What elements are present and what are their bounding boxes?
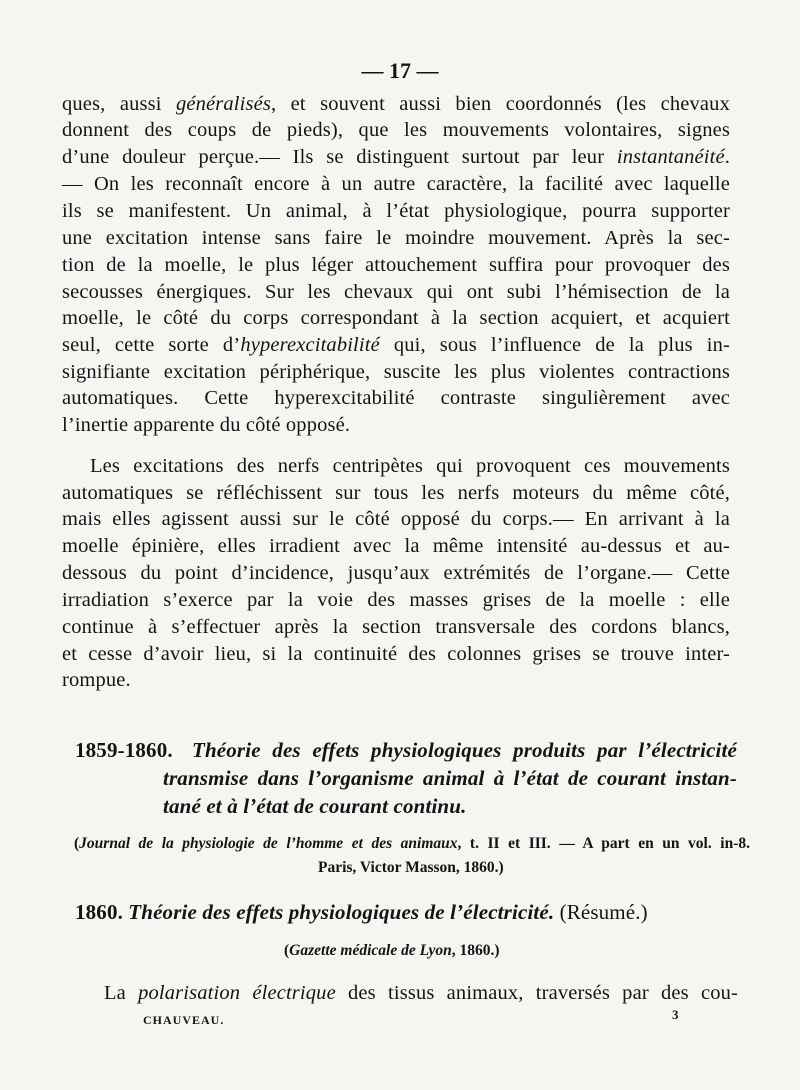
body-line: automatiques se réfléchissent sur tous les nerfs moteurs du même côté, xyxy=(62,482,730,504)
body-line: — On les reconnaît encore à un autre caractère, la facilité avec laquelle xyxy=(62,173,730,195)
entry2-year: 1860. xyxy=(75,900,123,924)
entry2-suffix: (Résumé.) xyxy=(559,900,648,924)
entry2-heading xyxy=(75,900,648,925)
body-line: l’inertie apparente du côté opposé. xyxy=(62,414,351,436)
body-line: Les excitations des nerfs centripètes qui provoquent ces mouvements xyxy=(90,455,730,477)
entry1-source-line-2: Paris, Victor Masson, 1860.) xyxy=(318,859,504,876)
body-line: donnent des coups de pieds), que les mouvements volontaires, signes xyxy=(62,119,730,141)
body-line: signifiante excitation périphérique, suscite les plus violentes contractions xyxy=(62,361,730,383)
footer-signature: 3 xyxy=(672,1007,679,1022)
body-line: seul, cette sorte d’hyperexcitabilité qui, sous l’influence de la plus in- xyxy=(62,334,730,356)
body-line: ques, aussi généralisés, et souvent aussi bien coordonnés (les chevaux xyxy=(62,93,730,115)
body-line: moelle épinière, elles irradient avec la même intensité au-dessus et au- xyxy=(62,535,730,557)
body-line: tion de la moelle, le plus léger attouchement suffira pour provoquer des xyxy=(62,254,730,276)
entry1-year: 1859-1860. xyxy=(75,738,173,762)
entry1-source-line-1: (Journal de la physiologie de l’homme et des animaux, t. II et III. — A part en un vol. in-8. xyxy=(74,835,750,852)
body-line: rompue. xyxy=(62,669,131,691)
body-line: une excitation intense sans faire le moindre mouvement. Après la sec- xyxy=(62,227,730,249)
entry1-title-line-2: transmise dans l’organisme animal à l’état de courant instan- xyxy=(163,766,737,790)
body-line: et cesse d’avoir lieu, si la continuité des colonnes grises se trouve inter- xyxy=(62,643,730,665)
body-line: continue à s’effectuer après la section transversale des cordons blancs, xyxy=(62,616,730,638)
last-line: La polarisation électrique des tissus animaux, traversés par des cou- xyxy=(104,982,738,1004)
page-number: — 17 — xyxy=(361,58,439,83)
body-line: irradiation s’exerce par la voie des masses grises de la moelle : elle xyxy=(62,589,730,611)
body-line: d’une douleur perçue.— Ils se distinguent surtout par leur instantanéité. xyxy=(62,146,730,168)
entry2-source: (Gazette médicale de Lyon, 1860.) xyxy=(284,942,500,959)
body-line: mais elles agissent aussi sur le côté opposé du corps.— En arrivant à la xyxy=(62,508,730,530)
body-line: secousses énergiques. Sur les chevaux qui ont subi l’hémisection de la xyxy=(62,281,730,303)
body-line: moelle, le côté du corps correspondant à la section acquiert, et acquiert xyxy=(62,307,730,329)
body-line: dessous du point d’incidence, jusqu’aux extrémités de l’organe.— Cette xyxy=(62,562,730,584)
entry1-title-line-3: tané et à l’état de courant continu. xyxy=(163,794,467,818)
body-line: automatiques. Cette hyperexcitabilité contraste singulièrement avec xyxy=(62,387,730,409)
body-line: ils se manifestent. Un animal, à l’état physiologique, pourra supporter xyxy=(62,200,730,222)
entry2-title: Théorie des effets physiologiques de l’électricité. xyxy=(128,900,555,924)
footer-author: CHAUVEAU. xyxy=(143,1013,225,1027)
entry1-title-line-1: Théorie des effets physiologiques produits par l’électricité xyxy=(192,738,737,762)
